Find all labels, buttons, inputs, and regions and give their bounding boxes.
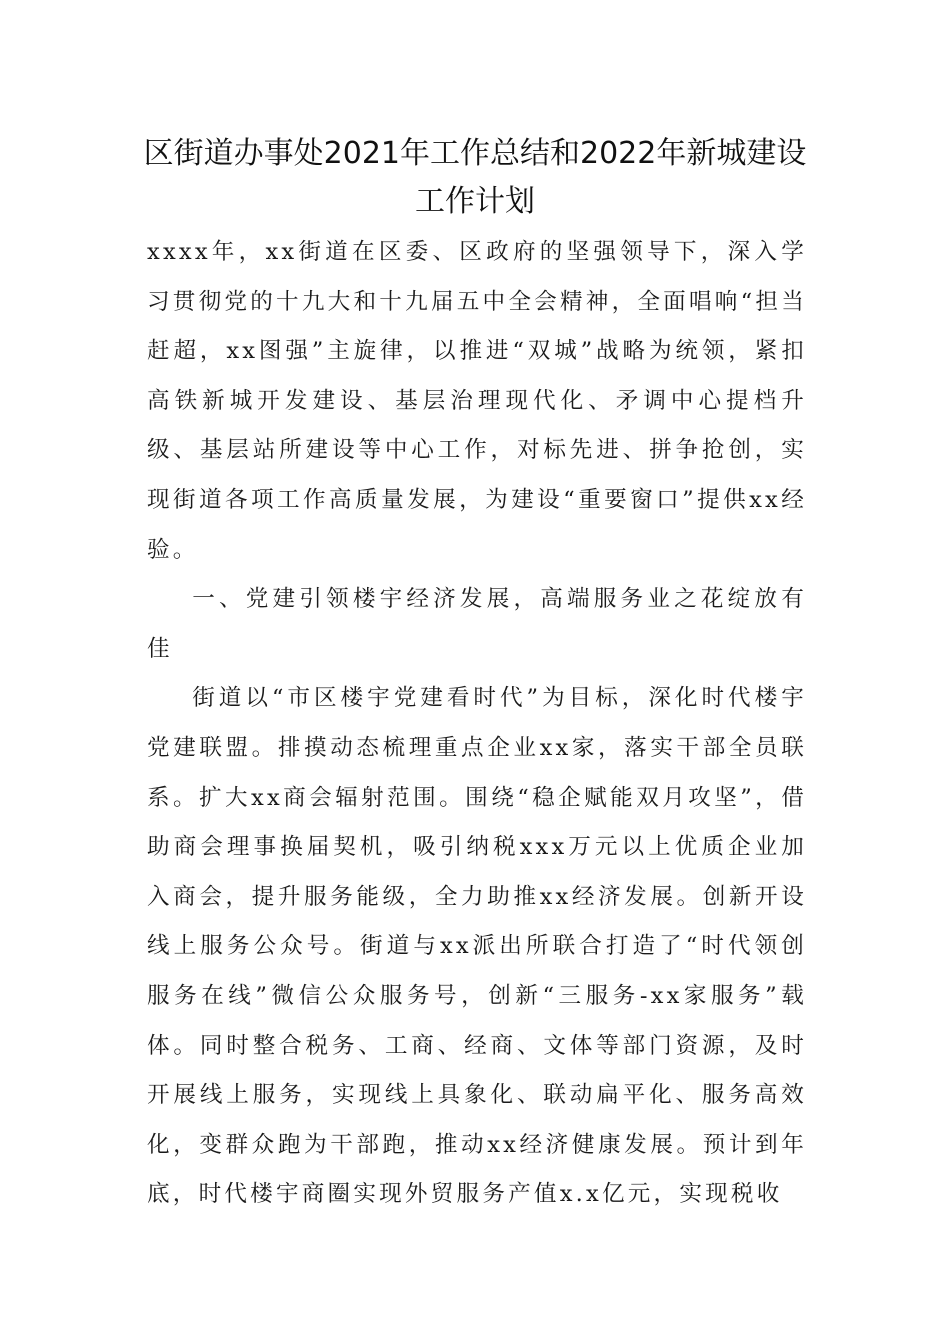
paragraph-intro: xxxx年，xx街道在区委、区政府的坚强领导下，深入学习贯彻党的十九大和十九届五中全会精神，全面唱响“担当赶超，xx图强”主旋律，以推进“双城”战略为统领，紧扣高铁新城开发建设、基层治理现代化、矛调中心提档升级、基层站所建设等中心工作，对标先进、拼争抢创，实现街道各项工作高质量发展，为建设“重要窗口”提供xx经验。 bbox=[147, 239, 807, 563]
document-title-line-1: 区街道办事处2021年工作总结和2022年新城建设 bbox=[143, 136, 807, 171]
document-body bbox=[147, 228, 807, 1220]
document-title-line-2: 工作计划 bbox=[415, 184, 535, 219]
section-heading-1: 一、党建引领楼宇经济发展，高端服务业之花绽放有佳 bbox=[147, 586, 807, 662]
paragraph-section-1: 街道以“市区楼宇党建看时代”为目标，深化时代楼宇党建联盟。排摸动态梳理重点企业xx家，落实干部全员联系。扩大xx商会辐射范围。围绕“稳企赋能双月攻坚”，借助商会理事换届契机，吸引纳税xxx万元以上优质企业加入商会，提升服务能级，全力助推xx经济发展。创新开设线上服务公众号。街道与xx派出所联合打造了“时代领创服务在线”微信公众服务号，创新“三服务-xx家服务”载体。同时整合税务、工商、经商、文体等部门资源，及时开展线上服务，实现线上具象化、联动扁平化、服务高效化，变群众跑为干部跑，推动xx经济健康发展。预计到年底，时代楼宇商圈实现外贸服务产值x.x亿元，实现税收 bbox=[147, 685, 807, 1208]
